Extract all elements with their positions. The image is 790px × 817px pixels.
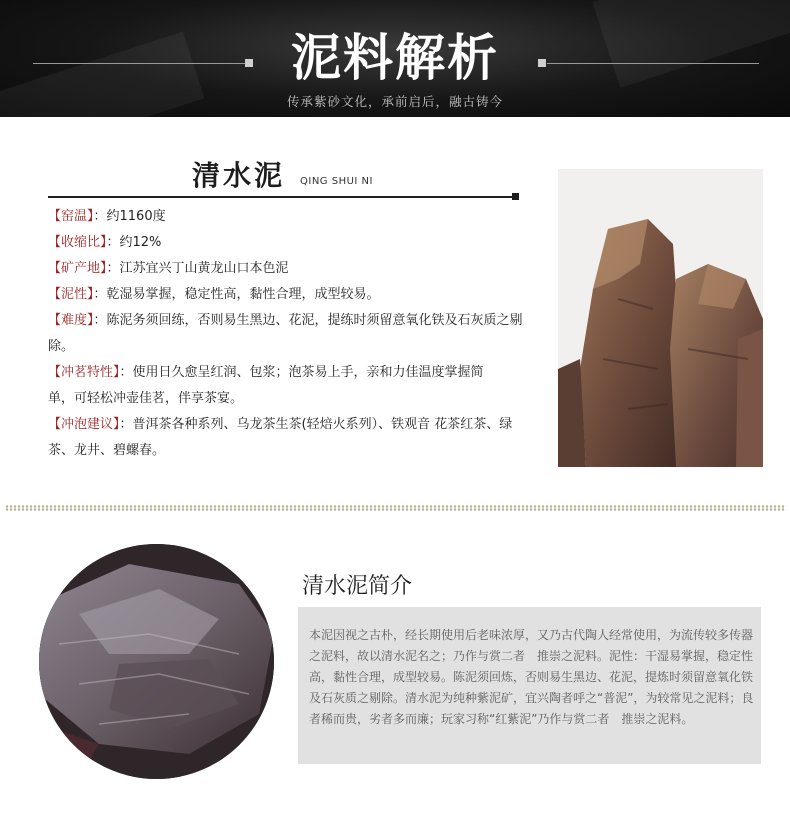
intro-title: 清水泥简介 — [302, 574, 413, 599]
clay-ore-illustration — [558, 169, 763, 467]
spec-label: 【矿产地】 — [48, 261, 107, 276]
product-title: 清水泥 — [192, 159, 286, 192]
spec-row-shrinkage — [48, 230, 548, 256]
clay-closeup-photo — [39, 544, 274, 779]
spec-label: 【冲泡建议】 — [48, 417, 120, 432]
spec-row-origin — [48, 256, 548, 282]
spec-value: ：约12% — [106, 235, 162, 250]
spec-value: ：使用日久愈呈红润、包浆；泡茶易上手，亲和力佳温度掌握简单，可轻松冲壶佳茗，伴享茶宴。 — [48, 365, 484, 406]
spec-value: ：江苏宜兴丁山黄龙山口本色泥 — [106, 261, 289, 276]
banner-title: 泥料解析 — [291, 28, 499, 87]
spec-label: 【冲茗特性】 — [48, 365, 120, 380]
header-banner — [0, 0, 790, 117]
spec-row-kiln-temp — [48, 204, 548, 230]
spec-label: 【泥性】 — [48, 287, 94, 302]
spec-value: ：普洱茶各种系列、乌龙茶生茶(轻焙火系列）、铁观音 花茶红茶、绿茶、龙井、碧螺春。 — [48, 417, 513, 458]
title-underline — [48, 196, 518, 198]
intro-text: 本泥因视之古朴，经长期使用后老味浓厚，又乃古代陶人经常使用，为流传较多传器之泥料，故以清水泥名之；乃作与赏二者 推崇之泥料。泥性：干湿易掌握，稳定性高，黏性合理，成型较易。陈泥须回炼，否则易生黑边、花泥，提炼时须留意氧化铁及石灰质之剔除。清水泥为纯种紫泥矿，宜兴陶者呼之“普泥”，为较常见之泥料；良者稀而贵，劣者多而廉；玩家习称“红紫泥”乃作与赏二者 推崇之泥料。 — [309, 628, 754, 726]
dotted-divider — [5, 505, 785, 511]
spec-row-brewing-traits — [48, 360, 488, 412]
spec-label: 【窑温】 — [48, 209, 94, 224]
spec-value: ：乾湿易掌握，稳定性高，黏性合理，成型较易。 — [93, 287, 380, 302]
spec-label: 【难度】 — [48, 313, 94, 328]
spec-value: ：陈泥务须回练，否则易生黑边、花泥，提练时须留意氧化铁及石灰质之剔除。 — [48, 313, 523, 354]
clay-ore-photo — [558, 169, 763, 467]
spec-label: 【收缩比】 — [48, 235, 107, 250]
spec-row-brewing-advice — [48, 412, 538, 464]
clay-closeup-illustration — [39, 544, 274, 779]
spec-row-difficulty — [48, 308, 548, 360]
spec-row-clay-nature — [48, 282, 548, 308]
banner-subtitle: 传承紫砂文化，承前启后，融古铸今 — [286, 94, 503, 109]
product-title-en: QING SHUI NI — [300, 176, 373, 187]
title-underline-dot — [512, 193, 519, 200]
spec-value: ：约1160度 — [93, 209, 166, 224]
